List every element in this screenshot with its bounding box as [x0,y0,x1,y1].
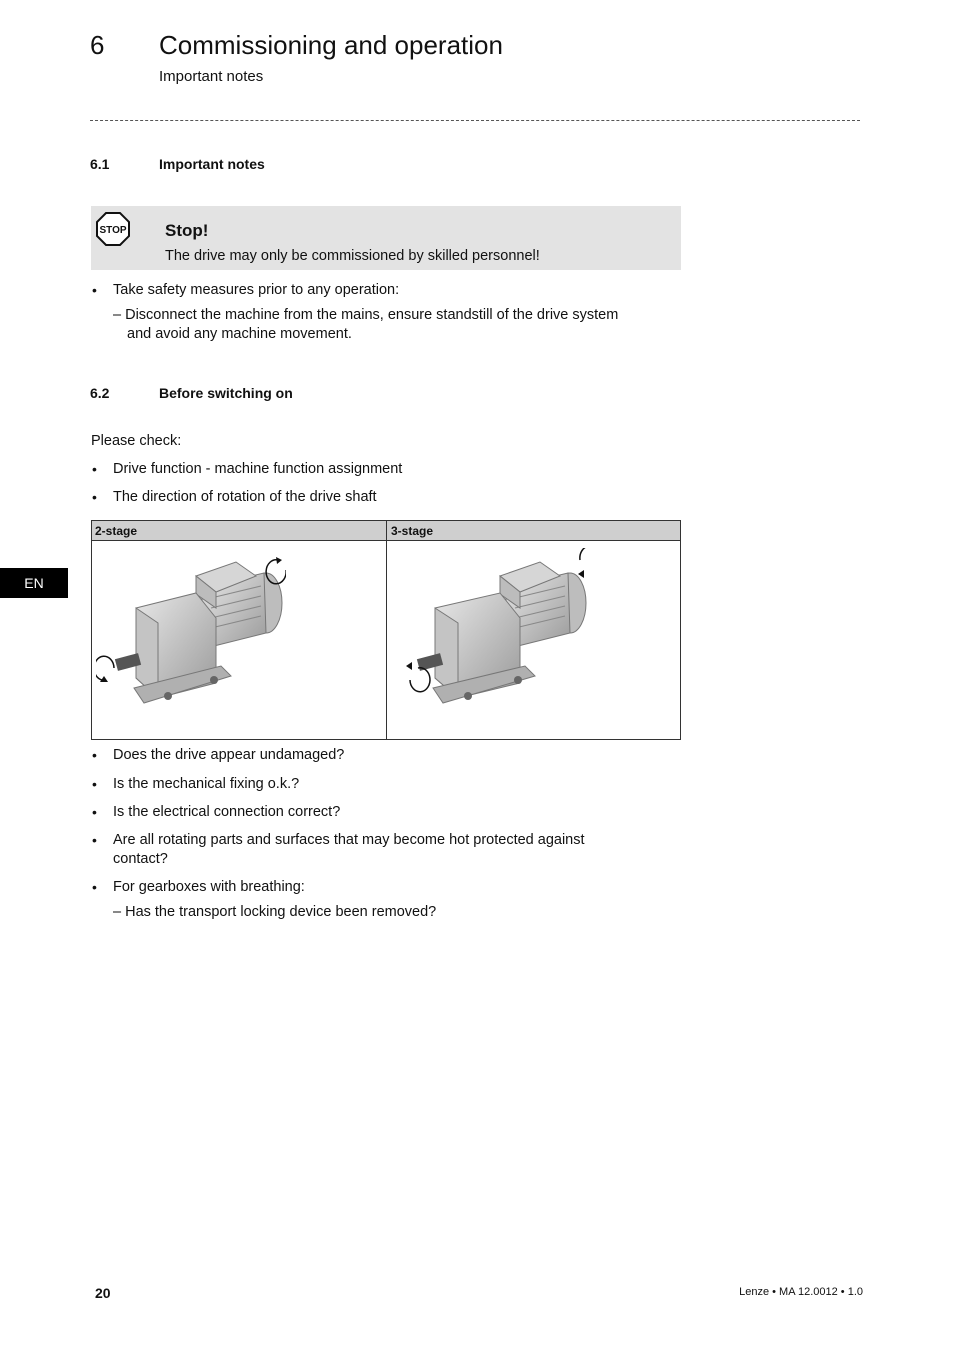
section-number: 6.2 [90,385,110,401]
bullet-text: The direction of rotation of the drive shaft [113,489,377,505]
sub-item-text: – Disconnect the machine from the mains, ensure standstill of the drive system [113,307,619,323]
chapter-subtitle: Important notes [159,68,264,85]
stop-icon-text: STOP [99,225,127,236]
intro-text: Please check: [91,433,182,449]
stop-title: Stop! [165,221,209,240]
chapter-number: 6 [90,30,105,60]
table-column-divider [386,520,387,740]
chapter-title: Commissioning and operation [159,30,503,60]
bullet-dot: • [92,879,97,895]
section-title: Important notes [159,156,265,172]
bullet-dot: • [92,832,97,848]
bullet-text: Are all rotating parts and surfaces that may become hot protected against [113,832,585,848]
bullet-text: Take safety measures prior to any operation: [113,282,400,298]
bullet-text: Does the drive appear undamaged? [113,747,345,763]
bullet-dot: • [92,489,97,505]
bullet-dot: • [92,461,97,477]
bullet-dot: • [92,747,97,763]
language-tab: EN [0,568,68,598]
gearmotor-2-stage-image [96,548,286,728]
sub-item-text: – Has the transport locking device been removed? [113,904,437,920]
bullet-dot: • [92,804,97,820]
bullet-text: Is the electrical connection correct? [113,804,341,820]
table-header-3-stage: 3-stage [391,524,434,538]
bullet-text-cont: contact? [113,851,168,867]
table-header-2-stage: 2-stage [95,524,138,538]
bullet-text: Drive function - machine function assignment [113,461,403,477]
bullet-text: Is the mechanical fixing o.k.? [113,776,300,792]
section-title: Before switching on [159,385,293,401]
document-reference: Lenze • MA 12.0012 • 1.0 [739,1286,863,1298]
gearmotor-3-stage-image [400,548,590,728]
page-number: 20 [95,1285,111,1301]
bullet-dot: • [92,282,97,298]
stop-sign-icon [96,212,130,246]
bullet-text: For gearboxes with breathing: [113,879,305,895]
sub-item-text-cont: and avoid any machine movement. [127,326,352,342]
stop-text: The drive may only be commissioned by skilled personnel! [165,248,540,264]
header-divider [90,120,860,121]
section-number: 6.1 [90,156,110,172]
bullet-dot: • [92,776,97,792]
